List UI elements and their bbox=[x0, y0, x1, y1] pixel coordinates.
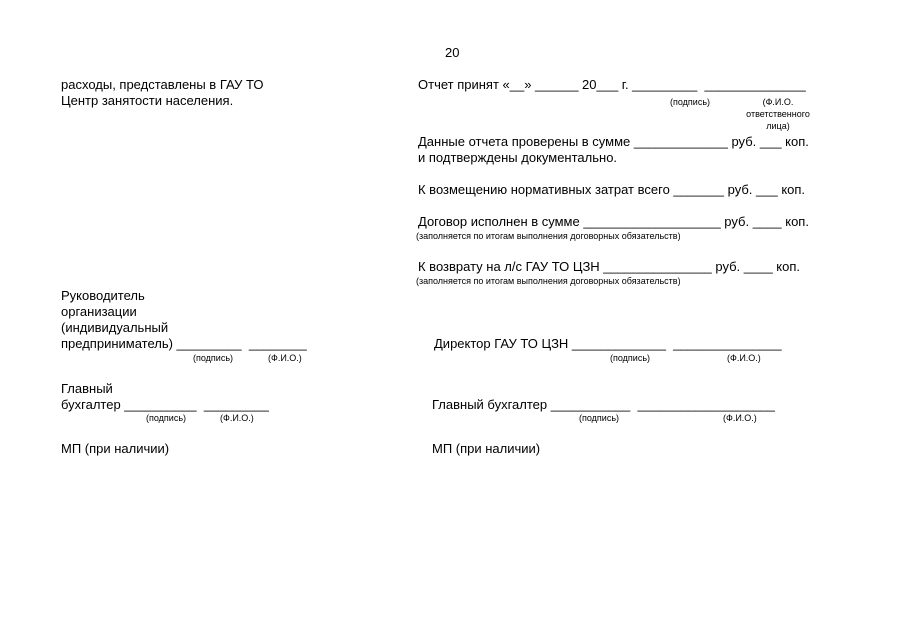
page-number: 20 bbox=[445, 45, 460, 60]
accepted-fio-caption-line1: (Ф.И.О. bbox=[762, 97, 794, 107]
accepted-fio-caption-line3: лица) bbox=[766, 121, 790, 131]
manager-title-line1: Руководитель bbox=[61, 288, 145, 303]
center-accountant-name-caption: (Ф.И.О.) bbox=[723, 413, 757, 423]
stamp-label-right: МП (при наличии) bbox=[432, 441, 541, 456]
chief-accountant-signature-caption: (подпись) bbox=[146, 413, 187, 423]
chief-accountant-signature-line: бухгалтер __________ _________ bbox=[61, 397, 269, 412]
intro-text-line2: Центр занятости населения. bbox=[61, 93, 234, 108]
manager-signature-caption: (подпись) bbox=[193, 353, 234, 363]
manager-title-line2: организации bbox=[61, 304, 137, 319]
refund-note: (заполняется по итогам выполнения договорных обязательств) bbox=[416, 276, 681, 286]
center-accountant-signature-line: Главный бухгалтер ___________ ___________________ bbox=[432, 397, 775, 412]
checked-amount-line: Данные отчета проверены в сумме _____________ руб. ___ коп. bbox=[418, 134, 809, 149]
refund-line: К возврату на л/с ГАУ ТО ЦЗН _______________ руб. ____ коп. bbox=[418, 259, 801, 274]
checked-confirmed-line: и подтверждены документально. bbox=[418, 150, 618, 165]
director-signature-caption: (подпись) bbox=[610, 353, 651, 363]
chief-accountant-name-caption: (Ф.И.О.) bbox=[220, 413, 254, 423]
manager-title-line3: (индивидуальный bbox=[61, 320, 169, 335]
intro-text-line1: расходы, представлены в ГАУ ТО bbox=[61, 77, 264, 92]
contract-fulfilled-line: Договор исполнен в сумме ___________________ руб. ____ коп. bbox=[418, 214, 809, 229]
accepted-fio-caption-line2: ответственного bbox=[746, 109, 810, 119]
stamp-label-left: МП (при наличии) bbox=[61, 441, 170, 456]
director-signature-line: Директор ГАУ ТО ЦЗН _____________ _______________ bbox=[434, 336, 782, 351]
reimbursement-line: К возмещению нормативных затрат всего _______ руб. ___ коп. bbox=[418, 182, 806, 197]
center-accountant-signature-caption: (подпись) bbox=[579, 413, 620, 423]
chief-accountant-title: Главный bbox=[61, 381, 113, 396]
manager-signature-line: предприниматель) _________ ________ bbox=[61, 336, 307, 351]
report-accepted-line: Отчет принят «__» ______ 20___ г. _________ ______________ bbox=[418, 77, 806, 92]
contract-note: (заполняется по итогам выполнения договорных обязательств) bbox=[416, 231, 681, 241]
accepted-signature-caption: (подпись) bbox=[670, 97, 711, 107]
manager-name-caption: (Ф.И.О.) bbox=[268, 353, 302, 363]
director-name-caption: (Ф.И.О.) bbox=[727, 353, 761, 363]
